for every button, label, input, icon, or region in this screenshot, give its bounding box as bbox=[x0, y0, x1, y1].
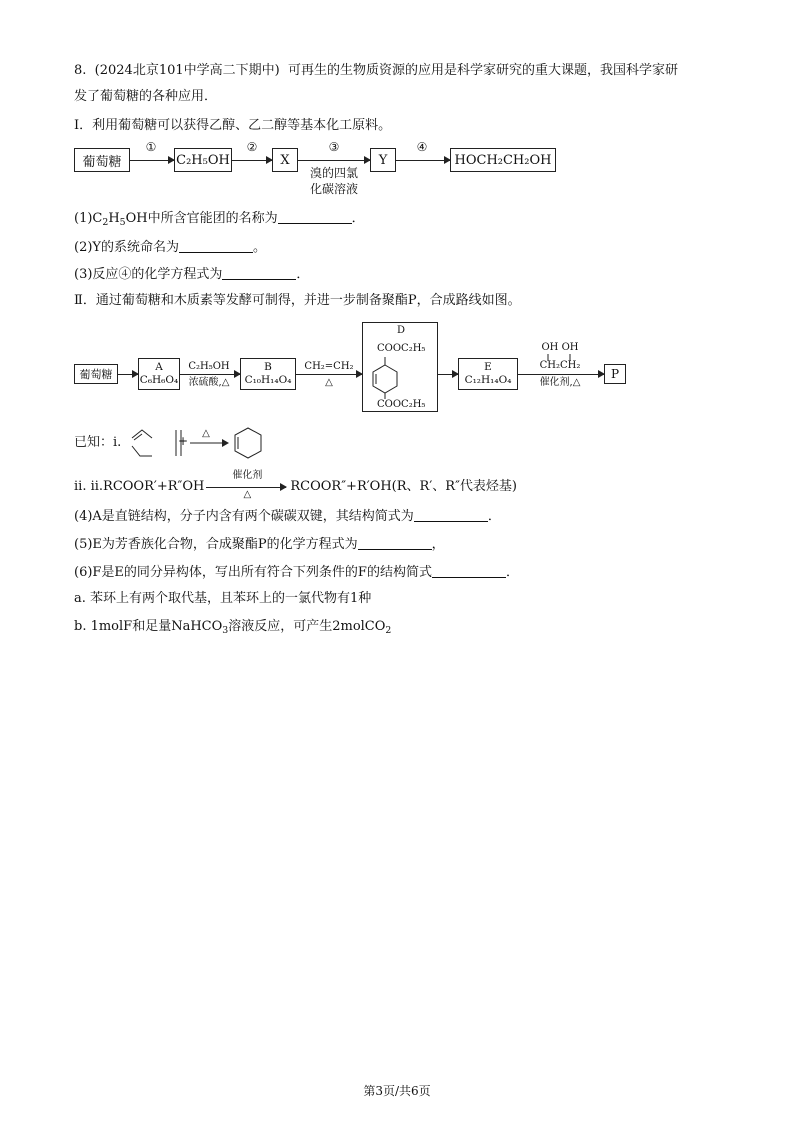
part1-title: Ⅰ．利用葡萄糖可以获得乙醇、乙二醇等基本化工原料。 bbox=[74, 118, 392, 133]
answer-blank-1[interactable] bbox=[278, 210, 352, 224]
scheme1-reagent3-line1: 溴的四氯 bbox=[309, 166, 358, 180]
scheme2-p-box: P bbox=[604, 364, 626, 384]
scheme2-glucose-box: 葡萄糖 bbox=[74, 364, 118, 384]
diol-bond-lines-icon bbox=[528, 352, 592, 362]
known-i-heat: △ bbox=[202, 428, 210, 439]
scheme1-x-box: X bbox=[272, 148, 298, 172]
answer-blank-4[interactable] bbox=[414, 508, 488, 522]
scheme2-a-box: A C₆H₆O₄ bbox=[138, 358, 180, 390]
question-1: $(1)C_2H_5OH$中所含官能团的名称为 ． bbox=[74, 211, 365, 228]
scheme2-reagent-ep-bottom: 催化剂,△ bbox=[539, 377, 581, 388]
scheme2-reagent-ep-top: OH OH bbox=[541, 342, 579, 353]
answer-blank-5[interactable] bbox=[358, 536, 432, 550]
intro-text-1: 可再生的生物质资源的应用是科学家研究的重大课题，我国科学家研 bbox=[287, 63, 678, 78]
question-source: (2024北京101中学高二下期中) bbox=[94, 63, 280, 78]
scheme1-ethanol-box: C₂H₅OH bbox=[174, 148, 232, 172]
question-3: (3)反应④的化学方程式为 ． bbox=[74, 267, 310, 282]
scheme1-arrow-3 bbox=[298, 160, 370, 161]
scheme2-arrow-bd bbox=[296, 374, 362, 375]
scheme2-reagent-bd-bottom: △ bbox=[325, 377, 333, 388]
scheme1-y-box: Y bbox=[370, 148, 396, 172]
scheme1-arrow-1 bbox=[130, 160, 174, 161]
scheme2-d-label: D bbox=[396, 325, 406, 336]
known-i-plus: + bbox=[178, 434, 189, 448]
scheme2-reagent-bd-top: CH₂=CH₂ bbox=[304, 361, 354, 372]
scheme2-e-box: E C₁₂H₁₄O₄ bbox=[458, 358, 518, 390]
known-label: 已知：i. bbox=[74, 435, 122, 450]
part2-title: Ⅱ．通过葡萄糖和木质素等发酵可制得，并进一步制备聚酯P，合成路线如图。 bbox=[74, 293, 521, 308]
answer-blank-6[interactable] bbox=[432, 564, 506, 578]
scheme2-b-box: B C₁₀H₁₄O₄ bbox=[240, 358, 296, 390]
scheme2-d-bottom-group: COOC₂H₅ bbox=[377, 399, 426, 410]
catalyst-arrow: 催化剂 △ bbox=[204, 480, 290, 494]
scheme1-ethylene-glycol-box: HOCH₂CH₂OH bbox=[450, 148, 556, 172]
scheme1-step2: ② bbox=[246, 140, 258, 154]
question-6: (6)F是E的同分异构体，写出所有符合下列条件的F的结构简式 ． bbox=[74, 565, 519, 580]
condition-a: a. 苯环上有两个取代基，且苯环上的一氯代物有1种 bbox=[74, 591, 372, 606]
scheme1-step3: ③ bbox=[328, 140, 340, 154]
known-reaction-ii: ii. ii.RCOOR′+R″OH 催化剂 △ RCOOR″+R′OH(R、R′、R″代表烃基) bbox=[74, 469, 517, 500]
question-2: (2)Y的系统命名为 。 bbox=[74, 240, 267, 255]
scheme1-glucose-box: 葡萄糖 bbox=[74, 148, 130, 172]
condition-b: b. 1molF和足量NaHCO$_3$溶液反应，可产生2molCO$_2$ bbox=[74, 619, 392, 636]
scheme2-arrow-de bbox=[438, 374, 458, 375]
answer-blank-3[interactable] bbox=[222, 266, 296, 280]
answer-blank-2[interactable] bbox=[179, 239, 253, 253]
scheme2-arrow-ab bbox=[180, 374, 240, 375]
scheme1-step4: ④ bbox=[416, 140, 428, 154]
question-number: 8. bbox=[74, 63, 87, 78]
scheme2-reagent-ep-mid: CH₂CH₂ bbox=[539, 360, 581, 371]
page-footer: 第3页/共6页 bbox=[363, 1084, 431, 1098]
question-4: (4)A是直链结构，分子内含有两个碳碳双键，其结构简式为 ． bbox=[74, 509, 501, 524]
intro-text-2: 发了葡萄糖的各种应用． bbox=[74, 89, 218, 104]
scheme1-reagent3-line2: 化碳溶液 bbox=[309, 182, 358, 196]
scheme2-arrow-0 bbox=[118, 374, 138, 375]
question-intro-line-1 bbox=[74, 62, 678, 80]
scheme2-d-top-group: COOC₂H₅ bbox=[377, 343, 426, 354]
scheme2-d-box bbox=[362, 322, 438, 412]
scheme2-arrow-ep bbox=[518, 374, 604, 375]
scheme1-arrow-4 bbox=[396, 160, 450, 161]
scheme1-arrow-2 bbox=[232, 160, 272, 161]
scheme2-reagent-ab-top: C₂H₅OH bbox=[188, 361, 230, 372]
question-5: (5)E为芳香族化合物，合成聚酯P的化学方程式为 ， bbox=[74, 537, 445, 552]
scheme1-step1: ① bbox=[145, 140, 157, 154]
scheme2-reagent-ab-bottom: 浓硫酸,△ bbox=[188, 377, 230, 388]
